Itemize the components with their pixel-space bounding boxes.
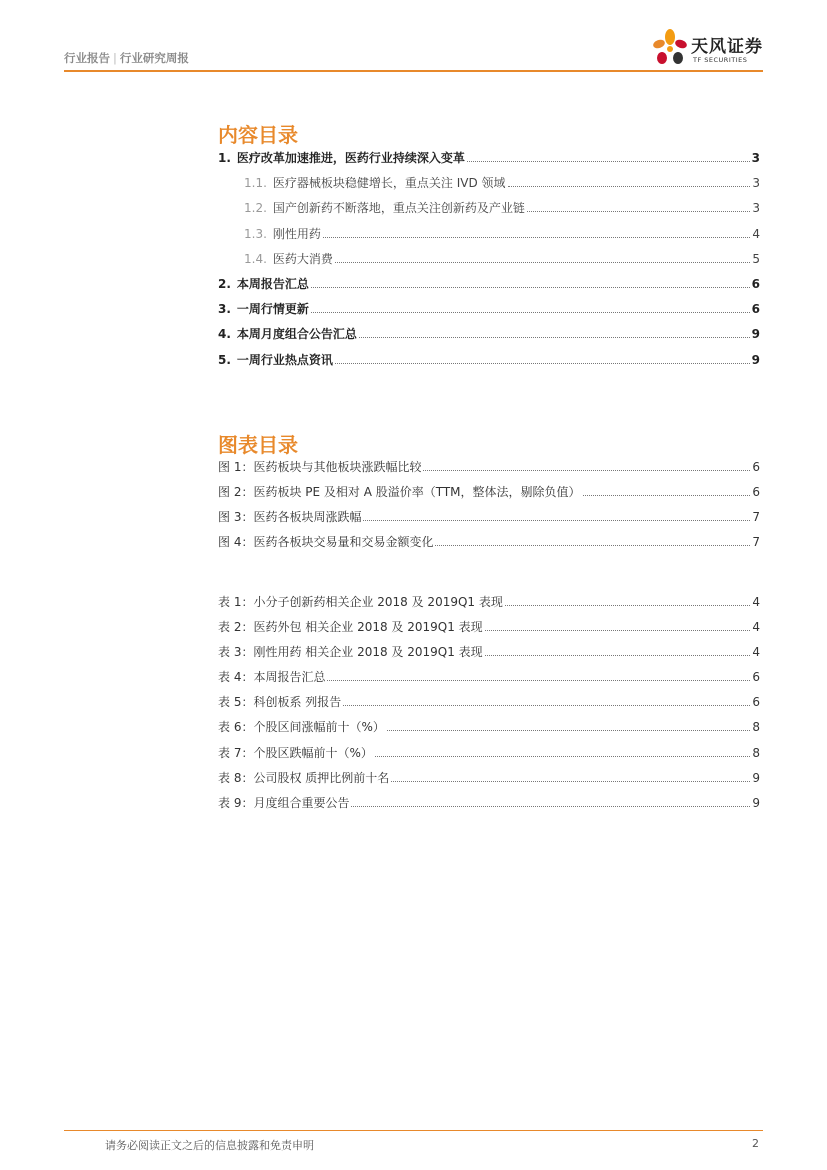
figure-entry-text: 图 3：医药各板块周涨跌幅 (218, 510, 362, 525)
table-entry-page: 9 (752, 770, 760, 785)
toc-entry-number: 5. (218, 352, 231, 367)
table-entry[interactable] (218, 693, 760, 718)
table-entry[interactable] (218, 618, 760, 643)
dot-leader (391, 781, 750, 782)
toc-entry-number: 1.2. (244, 201, 267, 216)
table-entry-page: 4 (752, 595, 760, 609)
toc-entry-text: 一周行情更新 (236, 302, 309, 317)
dot-leader (485, 630, 750, 631)
table-entry-text: 表 5：科创板系 列报告 (218, 695, 342, 710)
dot-leader (485, 655, 750, 656)
table-entry-page: 4 (752, 645, 760, 660)
dot-leader (327, 680, 750, 681)
toc-entry-number: 2. (218, 276, 231, 291)
table-entry-text: 表 4：本周报告汇总 (218, 670, 326, 685)
dot-leader (323, 237, 750, 238)
toc-entry[interactable] (218, 351, 760, 376)
dot-leader (343, 705, 750, 706)
toc-entry-number: 4. (218, 327, 231, 342)
figure-entry-text: 图 4：医药各板块交易量和交易金额变化 (218, 535, 434, 550)
toc-entry-number: 1.3. (244, 226, 267, 241)
dot-leader (508, 186, 750, 187)
figure-entry-text: 图 1：医药板块与其他板块涨跌幅比较 (218, 460, 422, 474)
toc-entry-page: 5 (752, 251, 760, 266)
figure-entry[interactable] (218, 483, 760, 508)
figure-entry[interactable] (218, 508, 760, 533)
figure-entry[interactable] (218, 458, 760, 483)
toc-entry-text: 国产创新药不断落地，重点关注创新药及产业链 (272, 201, 525, 216)
table-entry[interactable] (218, 593, 760, 618)
dot-leader (505, 605, 750, 606)
page-number: 2 (752, 1137, 759, 1150)
dot-leader (335, 262, 750, 263)
dot-leader (311, 312, 750, 313)
toc-entry[interactable] (218, 174, 760, 199)
figure-entry[interactable] (218, 533, 760, 558)
table-entry[interactable] (218, 744, 760, 769)
toc-entry-number: 3. (218, 302, 231, 317)
dot-leader (359, 337, 750, 338)
toc-entry[interactable] (218, 149, 760, 174)
report-header (64, 50, 189, 66)
dot-leader (363, 520, 750, 521)
table-entry-text: 表 1：小分子创新药相关企业 2018 及 2019Q1 表现 (218, 595, 503, 609)
figures-list (218, 458, 760, 558)
table-entry-page: 6 (752, 695, 760, 710)
dot-leader (375, 756, 750, 757)
table-entry[interactable] (218, 643, 760, 668)
table-entry-text: 表 8：公司股权 质押比例前十名 (218, 770, 390, 785)
toc-entry-page: 9 (751, 352, 760, 367)
report-subcategory: 行业研究周报 (119, 51, 189, 65)
dot-leader (423, 470, 750, 471)
toc-entry[interactable] (218, 325, 760, 350)
table-entry-text: 表 6：个股区间涨幅前十（%） (218, 720, 385, 735)
toc-entry-text: 医疗改革加速推进，医药行业持续深入变革 (236, 151, 465, 165)
toc-title: 内容目录 (218, 123, 298, 147)
toc-entry-text: 医疗器械板块稳健增长，重点关注 IVD 领域 (272, 176, 506, 191)
toc-entry-page: 6 (751, 302, 760, 317)
toc-list (218, 149, 760, 376)
toc-entry[interactable] (218, 275, 760, 300)
flower-logo-icon (651, 28, 689, 70)
table-entry-text: 表 2：医药外包 相关企业 2018 及 2019Q1 表现 (218, 620, 483, 635)
toc-entry-text: 本周报告汇总 (236, 276, 309, 291)
toc-entry-number: 1.4. (244, 251, 267, 266)
toc-entry-text: 刚性用药 (272, 226, 321, 241)
dot-leader (435, 545, 750, 546)
toc-entry-text: 医药大消费 (272, 251, 333, 266)
report-category: 行业报告 (64, 51, 110, 65)
table-entry[interactable] (218, 718, 760, 743)
table-entry-page: 8 (752, 720, 760, 735)
toc-entry-page: 3 (752, 176, 760, 191)
table-entry[interactable] (218, 794, 760, 819)
table-entry-page: 6 (752, 670, 760, 685)
toc-entry[interactable] (218, 250, 760, 275)
dot-leader (311, 287, 750, 288)
dot-leader (583, 495, 750, 496)
table-entry-text: 表 7：个股区跌幅前十（%） (218, 745, 373, 760)
table-entry-page: 4 (752, 620, 760, 635)
dot-leader (351, 806, 750, 807)
toc-entry-page: 3 (751, 151, 760, 165)
toc-entry-page: 6 (751, 276, 760, 291)
figures-title: 图表目录 (218, 433, 298, 457)
toc-entry-page: 4 (752, 226, 760, 241)
dot-leader (335, 363, 750, 364)
table-entry[interactable] (218, 769, 760, 794)
figure-entry-page: 6 (752, 460, 760, 474)
figure-entry-text: 图 2：医药板块 PE 及相对 A 股溢价率（TTM，整体法，剔除负值） (218, 485, 581, 500)
toc-entry[interactable] (218, 199, 760, 224)
header-divider (64, 70, 763, 72)
table-entry[interactable] (218, 668, 760, 693)
toc-entry-page: 3 (752, 201, 760, 216)
toc-entry-page: 9 (751, 327, 760, 342)
table-entry-text: 表 9：月度组合重要公告 (218, 795, 350, 810)
toc-entry-text: 一周行业热点资讯 (236, 352, 333, 367)
table-entry-page: 8 (752, 745, 760, 760)
toc-entry-number: 1. (218, 151, 231, 165)
toc-entry-number: 1.1. (244, 176, 267, 191)
footer-divider (64, 1130, 763, 1131)
figure-entry-page: 7 (752, 510, 760, 525)
table-entry-text: 表 3：刚性用药 相关企业 2018 及 2019Q1 表现 (218, 645, 483, 660)
table-entry-page: 9 (752, 795, 760, 810)
toc-entry[interactable] (218, 300, 760, 325)
footer-disclaimer: 请务必阅读正文之后的信息披露和免责申明 (105, 1139, 314, 1152)
logo-subtitle: TF SECURITIES (693, 56, 748, 64)
figure-entry-page: 7 (752, 535, 760, 550)
toc-entry[interactable] (218, 225, 760, 250)
tables-list (218, 593, 760, 819)
logo-name: 天风证券 (691, 37, 763, 57)
dot-leader (527, 211, 750, 212)
dot-leader (387, 730, 750, 731)
toc-entry-text: 本周月度组合公告汇总 (236, 327, 357, 342)
company-logo (651, 28, 771, 70)
figure-entry-page: 6 (752, 485, 760, 500)
header-separator: | (113, 51, 117, 65)
dot-leader (467, 161, 750, 162)
